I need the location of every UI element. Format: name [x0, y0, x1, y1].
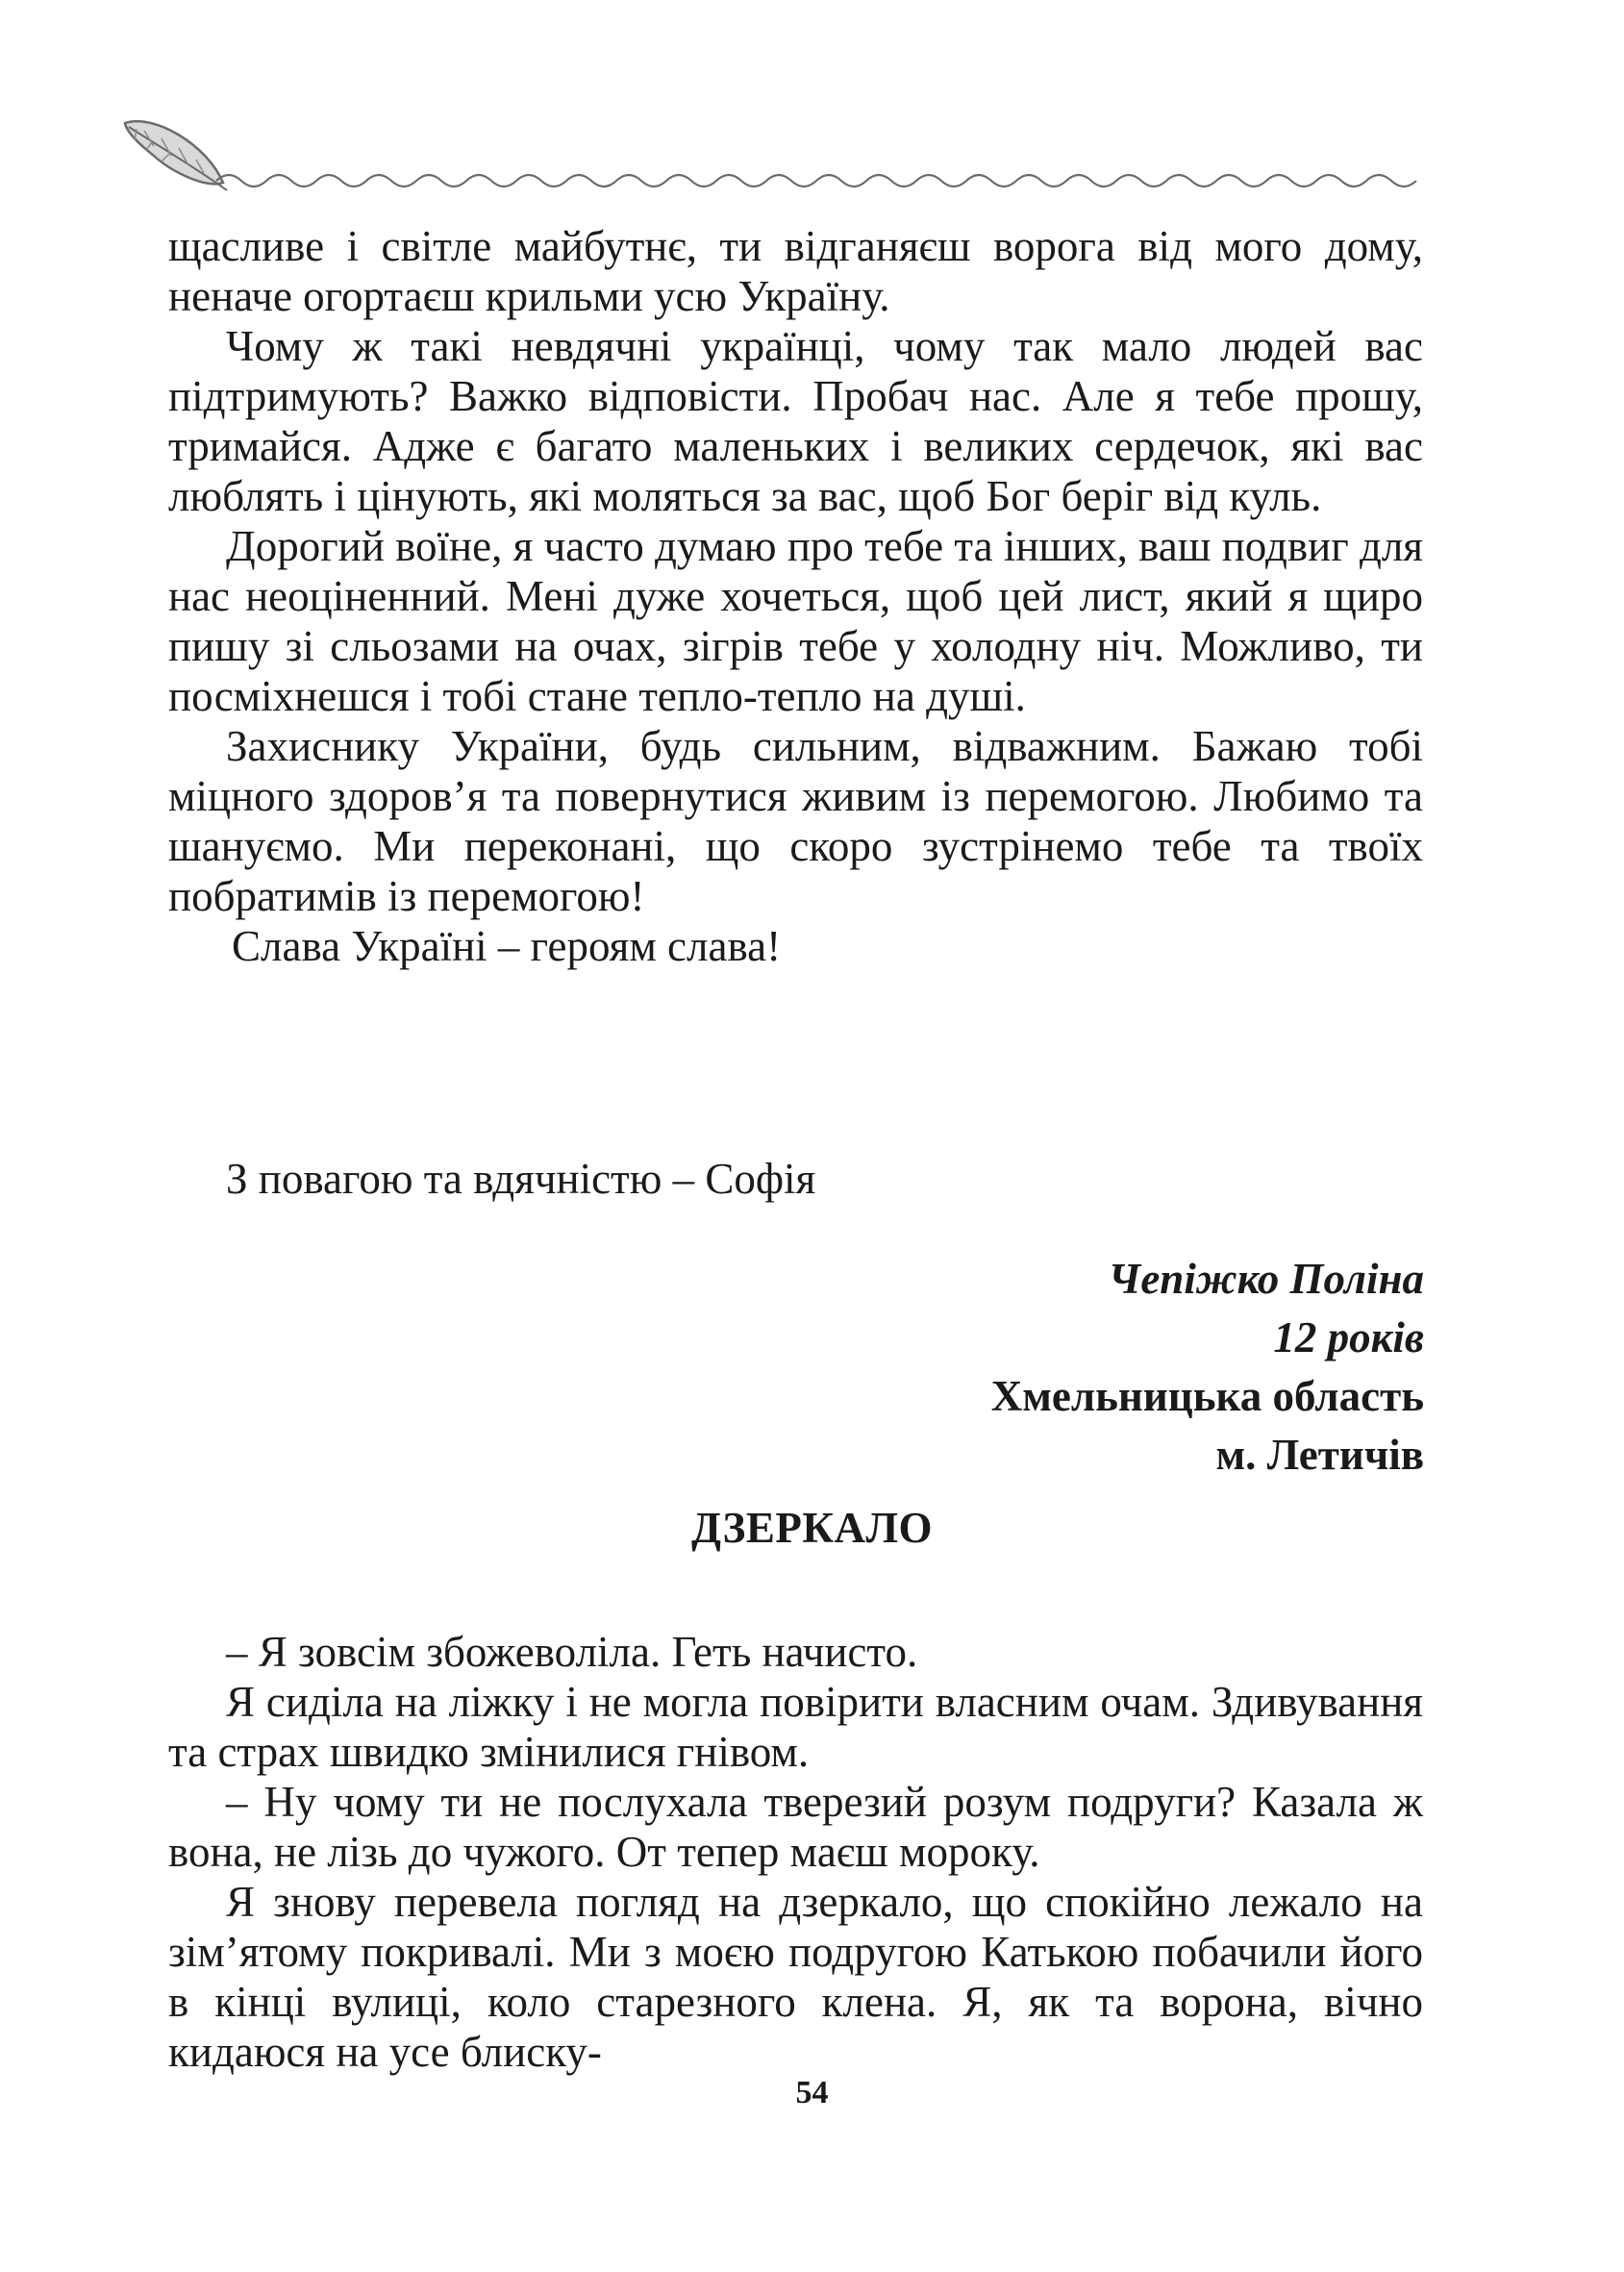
author-town: м. Летичів — [1215, 1431, 1424, 1479]
letter-slogan: Слава Україні – героям слава! — [232, 922, 782, 970]
letter-paragraph-2: Чому ж такі невдячні українці, чому так мало людей вас підтримують? Важко відповісти. Пробач нас. Але я тебе прошу, тримайся. Адже є багато маленьких і великих сердечок, які вас люблять і цінують, які моляться за вас, щоб Бог беріг від куль. — [168, 322, 1423, 520]
author-name: Чепіжко Поліна — [1108, 1255, 1424, 1303]
story-body — [168, 1627, 1423, 2077]
feather-icon — [125, 121, 227, 190]
story-paragraph-2: Я сиділа на ліжку і не могла повірити власним очам. Здивування та страх швидко змінилися гнівом. — [168, 1678, 1423, 1776]
story-paragraph-3: – Ну чому ти не послухала тверезий розум подруги? Казала ж вона, не лізь до чужого. От тепер маєш мороку. — [168, 1778, 1423, 1876]
author-signature — [991, 1250, 1424, 1485]
letter-paragraph-3: Дорогий воїне, я часто думаю про тебе та інших, ваш подвиг для нас неоціненний. Мені дуже хочеться, щоб цей лист, який я щиро пишу зі сльозами на очах, зігрів тебе у холодну ніч. Можливо, ти посміхнешся і тобі стане тепло-тепло на душі. — [168, 522, 1423, 720]
author-region: Хмельницька область — [990, 1372, 1424, 1420]
letter-closing: З повагою та вдячністю – Софія — [226, 1155, 816, 1203]
story-paragraph-1: – Я зовсім збожеволіла. Геть начисто. — [226, 1628, 918, 1676]
letter-body — [168, 221, 1423, 971]
story-paragraph-4: Я знову перевела погляд на дзеркало, що спокійно лежало на зім’ятому покривалі. Ми з моєю подругою Катькою побачили його в кінці вулиці, коло старезного клена. Я, як та ворона, вічно кидаюся на усе блиску- — [168, 1878, 1423, 2076]
wavy-divider — [216, 175, 1416, 187]
letter-paragraph-1: щасливе і світле майбутнє, ти відганяєш ворога від мого дому, неначе огортаєш крильми усю Україну. — [168, 222, 1423, 320]
letter-paragraph-4: Захиснику України, будь сильним, відважним. Бажаю тобі міцного здоров’я та повернутися живим із перемогою. Любимо та шануємо. Ми переконані, що скоро зустрінемо тебе та твоїх побратимів із перемогою! — [168, 722, 1423, 920]
author-age: 12 років — [1273, 1313, 1424, 1361]
story-title: ДЗЕРКАЛО — [691, 1504, 933, 1552]
header-ornament — [115, 106, 1442, 202]
page-number: 54 — [795, 2075, 829, 2110]
